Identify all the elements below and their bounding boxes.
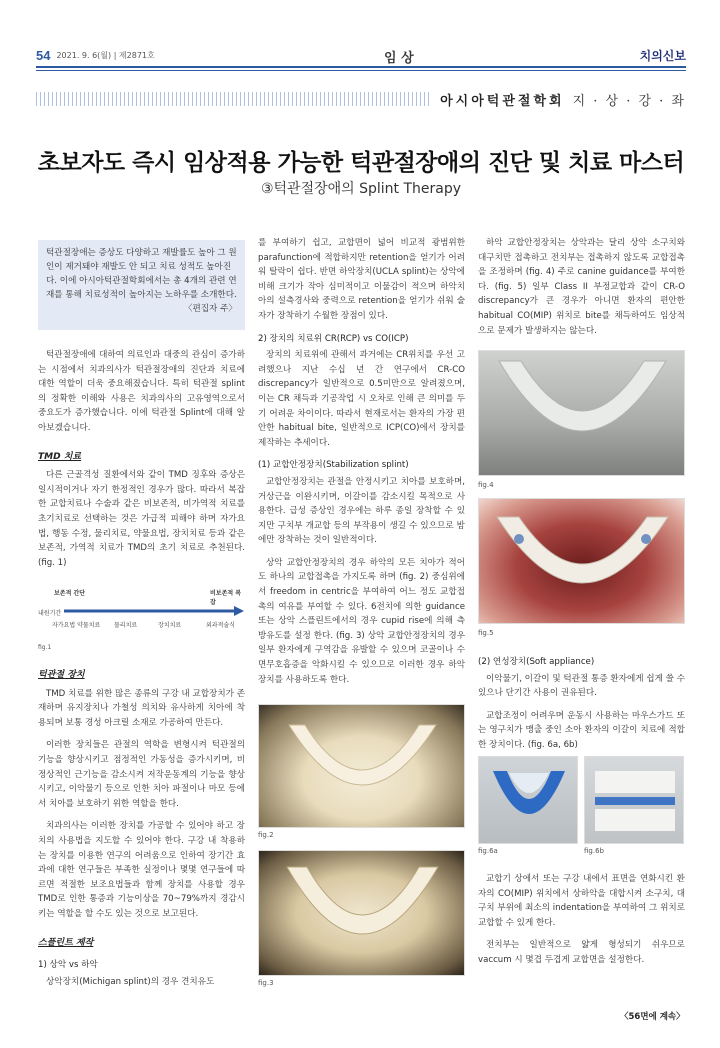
intro-box — [38, 240, 245, 330]
editor-note: 〈편집자 주〉 — [183, 304, 237, 314]
fig1-label-conservative: 보존적 간단 — [54, 590, 86, 597]
fig1-caption: fig.1 — [38, 644, 52, 651]
fig5-photo — [478, 498, 685, 624]
paragraph: 이러한 장치들은 관절의 역학을 변형시켜 턱관절의 기능을 향상시키고 점정적인 가동성을 증가시키며, 비정상적인 근기능을 감소시켜 저작운동계의 기능을 향상시키고, 이악물기 등으로 인한 치아 파절이나 마모 등에서 치아를 보호하기 위한 역할을 한다. — [38, 740, 245, 809]
fig1-axis-label: 내원기간 — [38, 610, 62, 617]
fig6a-caption: fig.6a — [478, 847, 498, 855]
fig3-photo — [258, 850, 465, 976]
subheading-cr-vs-co: 2) 장치의 치료위 CR(RCP) vs CO(ICP) — [258, 333, 409, 344]
fig6b-caption: fig.6b — [584, 847, 604, 855]
paragraph: 치과의사는 이러한 장치를 가공할 수 있어야 하고 장치의 사용법을 지도할 수 있어야 한다. 구강 내 착용하는 장치를 이용한 연구의 어려움으로 인하여 장기간 효과에 대한 연구들은 부족한 실정이나 몇몇 연구들에 따르면 적절한 보조요법들과 함께 장치를 사용할 경우 TMD로 인한 통증과 기능이상을 70~79%까지 경감시키는 역할을 할 수도 있는 것으로 보고된다. — [38, 821, 245, 919]
paragraph: 교합안정장치는 관절을 안정시키고 치아를 보호하며, 거상근을 이완시키며, 이갈이를 감소시킬 목적으로 사용한다. 급성 증상인 경우에는 하루 종일 장착할 수 있지만 구치부 개교합 등의 부작용이 생길 수 있으므로 밤에만 장착하는 것이 일반적이다. — [258, 476, 465, 546]
fig2-caption: fig.2 — [258, 831, 274, 839]
continued-note: 〈56면에 계속〉 — [620, 1012, 685, 1022]
issue-info: 2021. 9. 6(월) | 제2871호 — [56, 51, 155, 60]
fig3-caption: fig.3 — [258, 979, 274, 987]
dental-cast-image — [479, 351, 686, 477]
subheading-soft-appliance: (2) 연성장치(Soft appliance) — [478, 657, 595, 667]
fig2-photo — [258, 704, 465, 828]
paragraph: 턱관절장애에 대하여 의료인과 대중의 관심이 증가하는 시점에서 치과의사가 턱관절장애의 진단과 치료에 대한 역할이 더욱 중요해졌습니다. 특히 턱관절 splint의 정확한 이해와 사용은 치과의사의 고유영역으로서 중요도가 증가했습니다. 이에 턱관절 Splint에 대해 알아보겠습니다. — [38, 350, 245, 433]
column-2 — [258, 236, 465, 695]
paragraph: 장치의 치료위에 관해서 과거에는 CR위치를 우선 고려했으나 지난 수십 년 간 연구에서 CR-CO discrepancy가 일반적으로 0.5미만으로 알려졌으며, 이는 CR 채득과 기공작업 시 오차로 인해 큰 의미를 두기 어려운 차이이다. 따라서 현재로서는 환자의 가장 편안한 habitual bite, 일반적으로 ICP(CO)에서 장치를 제작하는 추세이다. — [258, 350, 465, 448]
paragraph: 교합기 상에서 또는 구강 내에서 표면을 연화시킨 환자의 CO(MIP) 위치에서 상하악을 대합시켜 소구치, 대구치 부위에 최소의 indentation을 부여하여 그 위치로 교합할 수 있게 한다. — [478, 874, 685, 928]
heading-splint-fabrication: 스플린트 제작 — [38, 937, 94, 948]
fig1-item-1: 물리치료 — [114, 622, 138, 629]
fig5-caption: fig.5 — [478, 629, 494, 637]
paragraph: 전치부는 일반적으로 얇게 형성되기 쉬우므로 vaccum 시 몇겹 두겹게 교합면을 설정한다. — [478, 940, 685, 965]
header-divider — [36, 66, 686, 68]
subheading-max-vs-man: 1) 상악 vs 하악 — [38, 960, 98, 971]
fig6b-photo — [584, 756, 684, 844]
paragraph: 이악물기, 이갈이 및 턱관절 통증 환자에게 쉽게 쓸 수 있으나 단기간 사용이 권유된다. — [478, 673, 685, 699]
fig1-label-nonconservative: 비보존적 복잡 — [210, 590, 242, 606]
subheading-stabilization: (1) 교합안정장치(Stabilization splint) — [258, 460, 409, 471]
paragraph: TMD 치료를 위한 많은 종류의 구강 내 교합장치가 존재하며 유지장치나 가철성 의치와 유사하게 치아에 착용되며 보통 경성 아크릴 소재로 가공하여 만든다. — [38, 688, 245, 728]
fig4-caption: fig.4 — [478, 481, 494, 489]
article-title: 초보자도 즉시 임상적용 가능한 턱관절장애의 진단 및 치료 마스터 — [37, 150, 685, 176]
paragraph: 교합조정이 어려우며 운동시 사용하는 마우스가드 또는 영구치가 맹출 중인 소아 환자의 이갈이 치료에 적합한 장치이다. (fig. 6a, 6b) — [478, 710, 685, 750]
intraoral-image — [479, 499, 686, 625]
fig6a-photo — [478, 756, 578, 844]
section-name: 임 상 — [384, 51, 414, 66]
header-divider-thin — [36, 70, 686, 71]
column-3-mid — [478, 655, 685, 761]
fig1-item-3: 외과적술식 — [206, 622, 235, 629]
paragraph: 하악 교합안정장치는 상악과는 달리 상악 소구치와 대구치만 접촉하고 전치부는 접촉하지 않도록 교합접촉을 조정하며 (fig. 4) 주로 canine guidance를 부여한다. (fig. 5) 일부 Class II 부정교합과 같이 CR-O discrepancy가 큰 경우가 아니면 환자의 편안한 habitual CO(MIP) 위치로 bite를 채득하여도 임상적으로 문제가 발생하지는 않는다. — [478, 238, 685, 336]
page-header — [36, 48, 686, 66]
lecture-label: 지 · 상 · 강 · 좌 — [572, 93, 686, 109]
fig1-diagram — [38, 582, 245, 656]
splint-image — [259, 705, 466, 829]
fig1-item-2: 장치치료 — [158, 622, 182, 629]
paragraph: 를 부여하기 쉽고, 교합면이 넓어 비교적 광범위한 parafunction에 적합하지만 retention을 얻기가 어려워 탈락이 쉽다. 반면 하악장치(UCLA splint)는 상악에 비해 크기가 작아 심미적이고 이물감이 적으며 하악치아의 설측경사와 중력으로 retention을 얻기가 쉬워 술자가 장착하기 수월한 장점이 있다. — [258, 238, 465, 321]
page-number: 54 — [36, 48, 51, 63]
soft-appliance-image — [479, 757, 579, 845]
heading-tmd: TMD 치료 — [38, 451, 82, 462]
series-banner — [36, 90, 686, 108]
fig4-photo — [478, 350, 685, 476]
decorative-stripes — [36, 92, 430, 106]
fig1-arrow — [64, 606, 244, 616]
paragraph: 상악장치(Michigan splint)의 경우 견치유도 — [46, 976, 215, 987]
column-3-bottom — [478, 872, 685, 976]
column-3 — [478, 236, 685, 346]
splint-image — [259, 851, 466, 977]
fig1-item-0: 자가요법 약물치료 — [52, 622, 101, 629]
column-1-continued — [38, 668, 245, 997]
society-name: 아시아턱관절학회 — [440, 93, 565, 109]
intro-text: 턱관절장애는 증상도 다양하고 재발률도 높아 그 원인이 제거돼야 재발도 안 되고 치료 성적도 높아진다. 이에 아시아턱관절학회에서는 총 4개의 관련 연재를 통해 치료성적이 높아지는 노하우를 소개한다. — [46, 248, 237, 300]
articulated-cast-image — [585, 757, 685, 845]
article-subtitle: ③턱관절장애의 Splint Therapy — [260, 181, 462, 197]
heading-occlusal-device: 턱관절 장치 — [38, 670, 85, 680]
paragraph: 상악 교합안정장치의 경우 하악의 모든 치아가 적어도 하나의 교합접촉을 가지도록 하며 (fig. 2) 중심위에서 freedom in centric을 부여하여 어느 정도 교합접촉의 여유를 부여할 수 있다. 6전치에 의한 guidance 또는 상악 스플린트에서의 경우 cupid rise에 의해 측방유도를 설정 한다. (fig. 3) 상악 교합안정장치의 경우 일부 환자에게 구역감을 유발할 수 있으며 코골이나 수면무호흡증을 악화시킬 수 있으므로 이러한 경우 하악 장치를 사용하도록 한다. — [258, 557, 465, 685]
newspaper-logo: 치의신보 — [639, 49, 686, 63]
paragraph: 다른 근골격성 질환에서와 같이 TMD 징후와 증상은 일시적이거나 자기 한정적인 경우가 많다. 따라서 복잡한 교합치료나 수술과 같은 비보존적, 비가역적 치료를 초기치료로 선택하는 것은 가급적 피해야 하며 자가요법, 행동 수정, 물리치료, 약물요법, 장치치료 등과 같은 보존적, 가역적 치료가 TMD의 초기 치료로 추천된다. (fig. 1) — [38, 470, 245, 568]
column-1 — [38, 348, 245, 578]
